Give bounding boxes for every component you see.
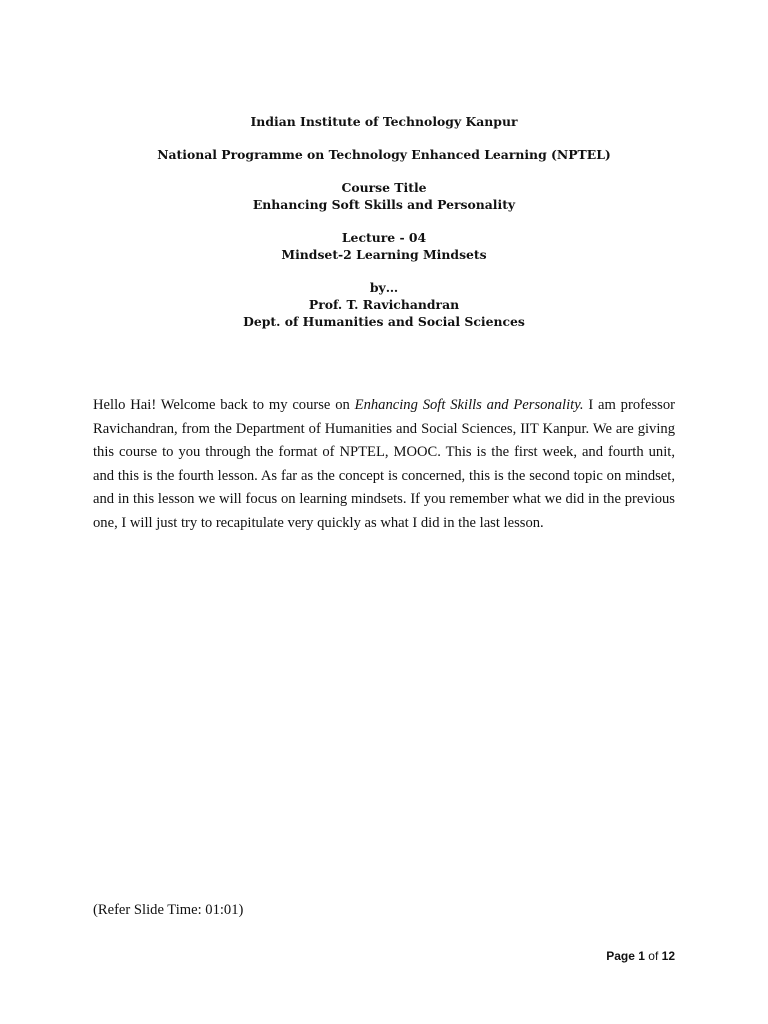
intro-text-before: Hello Hai! Welcome back to my course on <box>93 397 355 413</box>
page-number <box>606 948 675 964</box>
document-header <box>0 113 768 330</box>
lecture-number: Lecture - 04 <box>341 230 427 245</box>
refer-slide-time: (Refer Slide Time: 01:01) <box>93 902 244 918</box>
lecture-title: Mindset-2 Learning Mindsets <box>281 247 487 262</box>
intro-text-after: I am professor Ravichandran, from the Department of Humanities and Social Sciences, IIT Kanpur. We are giving this course to you through the format of NPTEL, MOOC. This is the first week, and fourth unit, and this is the fourth lesson. As far as the concept is concerned, this is the second topic on mindset, and in this lesson we will focus on learning mindsets. If you remember what we did in the previous one, I will just try to recapitulate very quickly as what I did in the last lesson. <box>93 397 675 531</box>
page-word: Page <box>606 949 635 963</box>
course-title: Enhancing Soft Skills and Personality <box>252 197 516 212</box>
institute-name: Indian Institute of Technology Kanpur <box>250 114 518 129</box>
course-name-emphasis: Enhancing Soft Skills and Personality. <box>354 397 584 413</box>
department-name: Dept. of Humanities and Social Sciences <box>243 314 525 329</box>
by-line: by… <box>369 280 399 295</box>
transcript-paragraph <box>93 394 675 535</box>
professor-name: Prof. T. Ravichandran <box>308 297 460 312</box>
of-word: of <box>648 949 659 963</box>
course-title-label: Course Title <box>341 180 427 195</box>
total-pages: 12 <box>661 949 675 963</box>
programme-name: National Programme on Technology Enhanced Learning (NPTEL) <box>157 147 611 162</box>
current-page: 1 <box>638 949 645 963</box>
